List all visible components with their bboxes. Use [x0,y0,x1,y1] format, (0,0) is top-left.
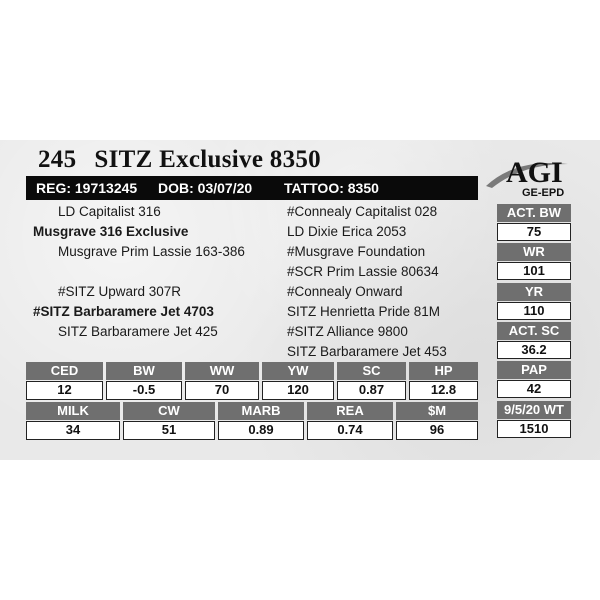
stat-label-yr: YR [497,283,571,301]
agi-logo [482,152,574,200]
epd-value-ced: 12 [26,381,103,400]
pedigree-ancestor: SITZ Henrietta Pride 81M [287,304,441,319]
epd-label-sc: SC [337,362,406,380]
date-of-birth: DOB: 03/07/20 [158,180,253,196]
stat-label-pap: PAP [497,361,571,379]
pedigree-ancestor: #SITZ Alliance 9800 [287,324,408,339]
epd-value-cw: 51 [123,421,215,440]
pedigree-sire-sire: LD Capitalist 316 [58,204,161,219]
epd-label-bw: BW [106,362,182,380]
lot-number: 245 [38,146,77,173]
stat-value-pap: 42 [497,380,571,398]
pedigree-dam: #SITZ Barbaramere Jet 4703 [33,304,214,319]
epd-label-ww: WW [185,362,259,380]
stat-value-weight: 1510 [497,420,571,438]
stat-label-act-sc: ACT. SC [497,322,571,340]
epd-value-bw: -0.5 [106,381,182,400]
epd-label-dollar-m: $M [396,402,478,420]
tattoo: TATTOO: 8350 [284,180,379,196]
epd-label-rea: REA [307,402,393,420]
stat-value-act-sc: 36.2 [497,341,571,359]
svg-text:AGI: AGI [506,156,563,189]
stat-label-weight-date: 9/5/20 WT [497,401,571,419]
pedigree-ancestor: SITZ Barbaramere Jet 453 [287,344,447,359]
epd-label-yw: YW [262,362,334,380]
registration-bar [26,176,478,200]
epd-label-cw: CW [123,402,215,420]
lot-title [38,146,321,174]
stat-label-wr: WR [497,243,571,261]
epd-value-marb: 0.89 [218,421,304,440]
pedigree-ancestor: #Musgrave Foundation [287,244,426,259]
pedigree-sire: Musgrave 316 Exclusive [33,224,189,239]
pedigree-ancestor: #SCR Prim Lassie 80634 [287,264,439,279]
epd-label-marb: MARB [218,402,304,420]
epd-value-sc: 0.87 [337,381,406,400]
pedigree-ancestor: #Connealy Onward [287,284,403,299]
stat-value-wr: 101 [497,262,571,280]
pedigree-dam-dam: SITZ Barbaramere Jet 425 [58,324,218,339]
epd-value-milk: 34 [26,421,120,440]
animal-name: SITZ Exclusive 8350 [94,146,321,173]
epd-value-yw: 120 [262,381,334,400]
registration-number: REG: 19713245 [36,180,138,196]
stat-value-act-bw: 75 [497,223,571,241]
epd-value-hp: 12.8 [409,381,478,400]
lot-card [0,140,600,460]
epd-label-hp: HP [409,362,478,380]
epd-value-rea: 0.74 [307,421,393,440]
pedigree-dam-sire: #SITZ Upward 307R [58,284,182,299]
pedigree-ancestor: LD Dixie Erica 2053 [287,224,407,239]
stat-label-act-bw: ACT. BW [497,204,571,222]
epd-label-ced: CED [26,362,103,380]
pedigree-sire-dam: Musgrave Prim Lassie 163-386 [58,244,245,259]
epd-value-dollar-m: 96 [396,421,478,440]
pedigree-ancestor: #Connealy Capitalist 028 [287,204,438,219]
epd-label-milk: MILK [26,402,120,420]
epd-value-ww: 70 [185,381,259,400]
svg-text:GE-EPD: GE-EPD [522,187,565,199]
stat-value-yr: 110 [497,302,571,320]
